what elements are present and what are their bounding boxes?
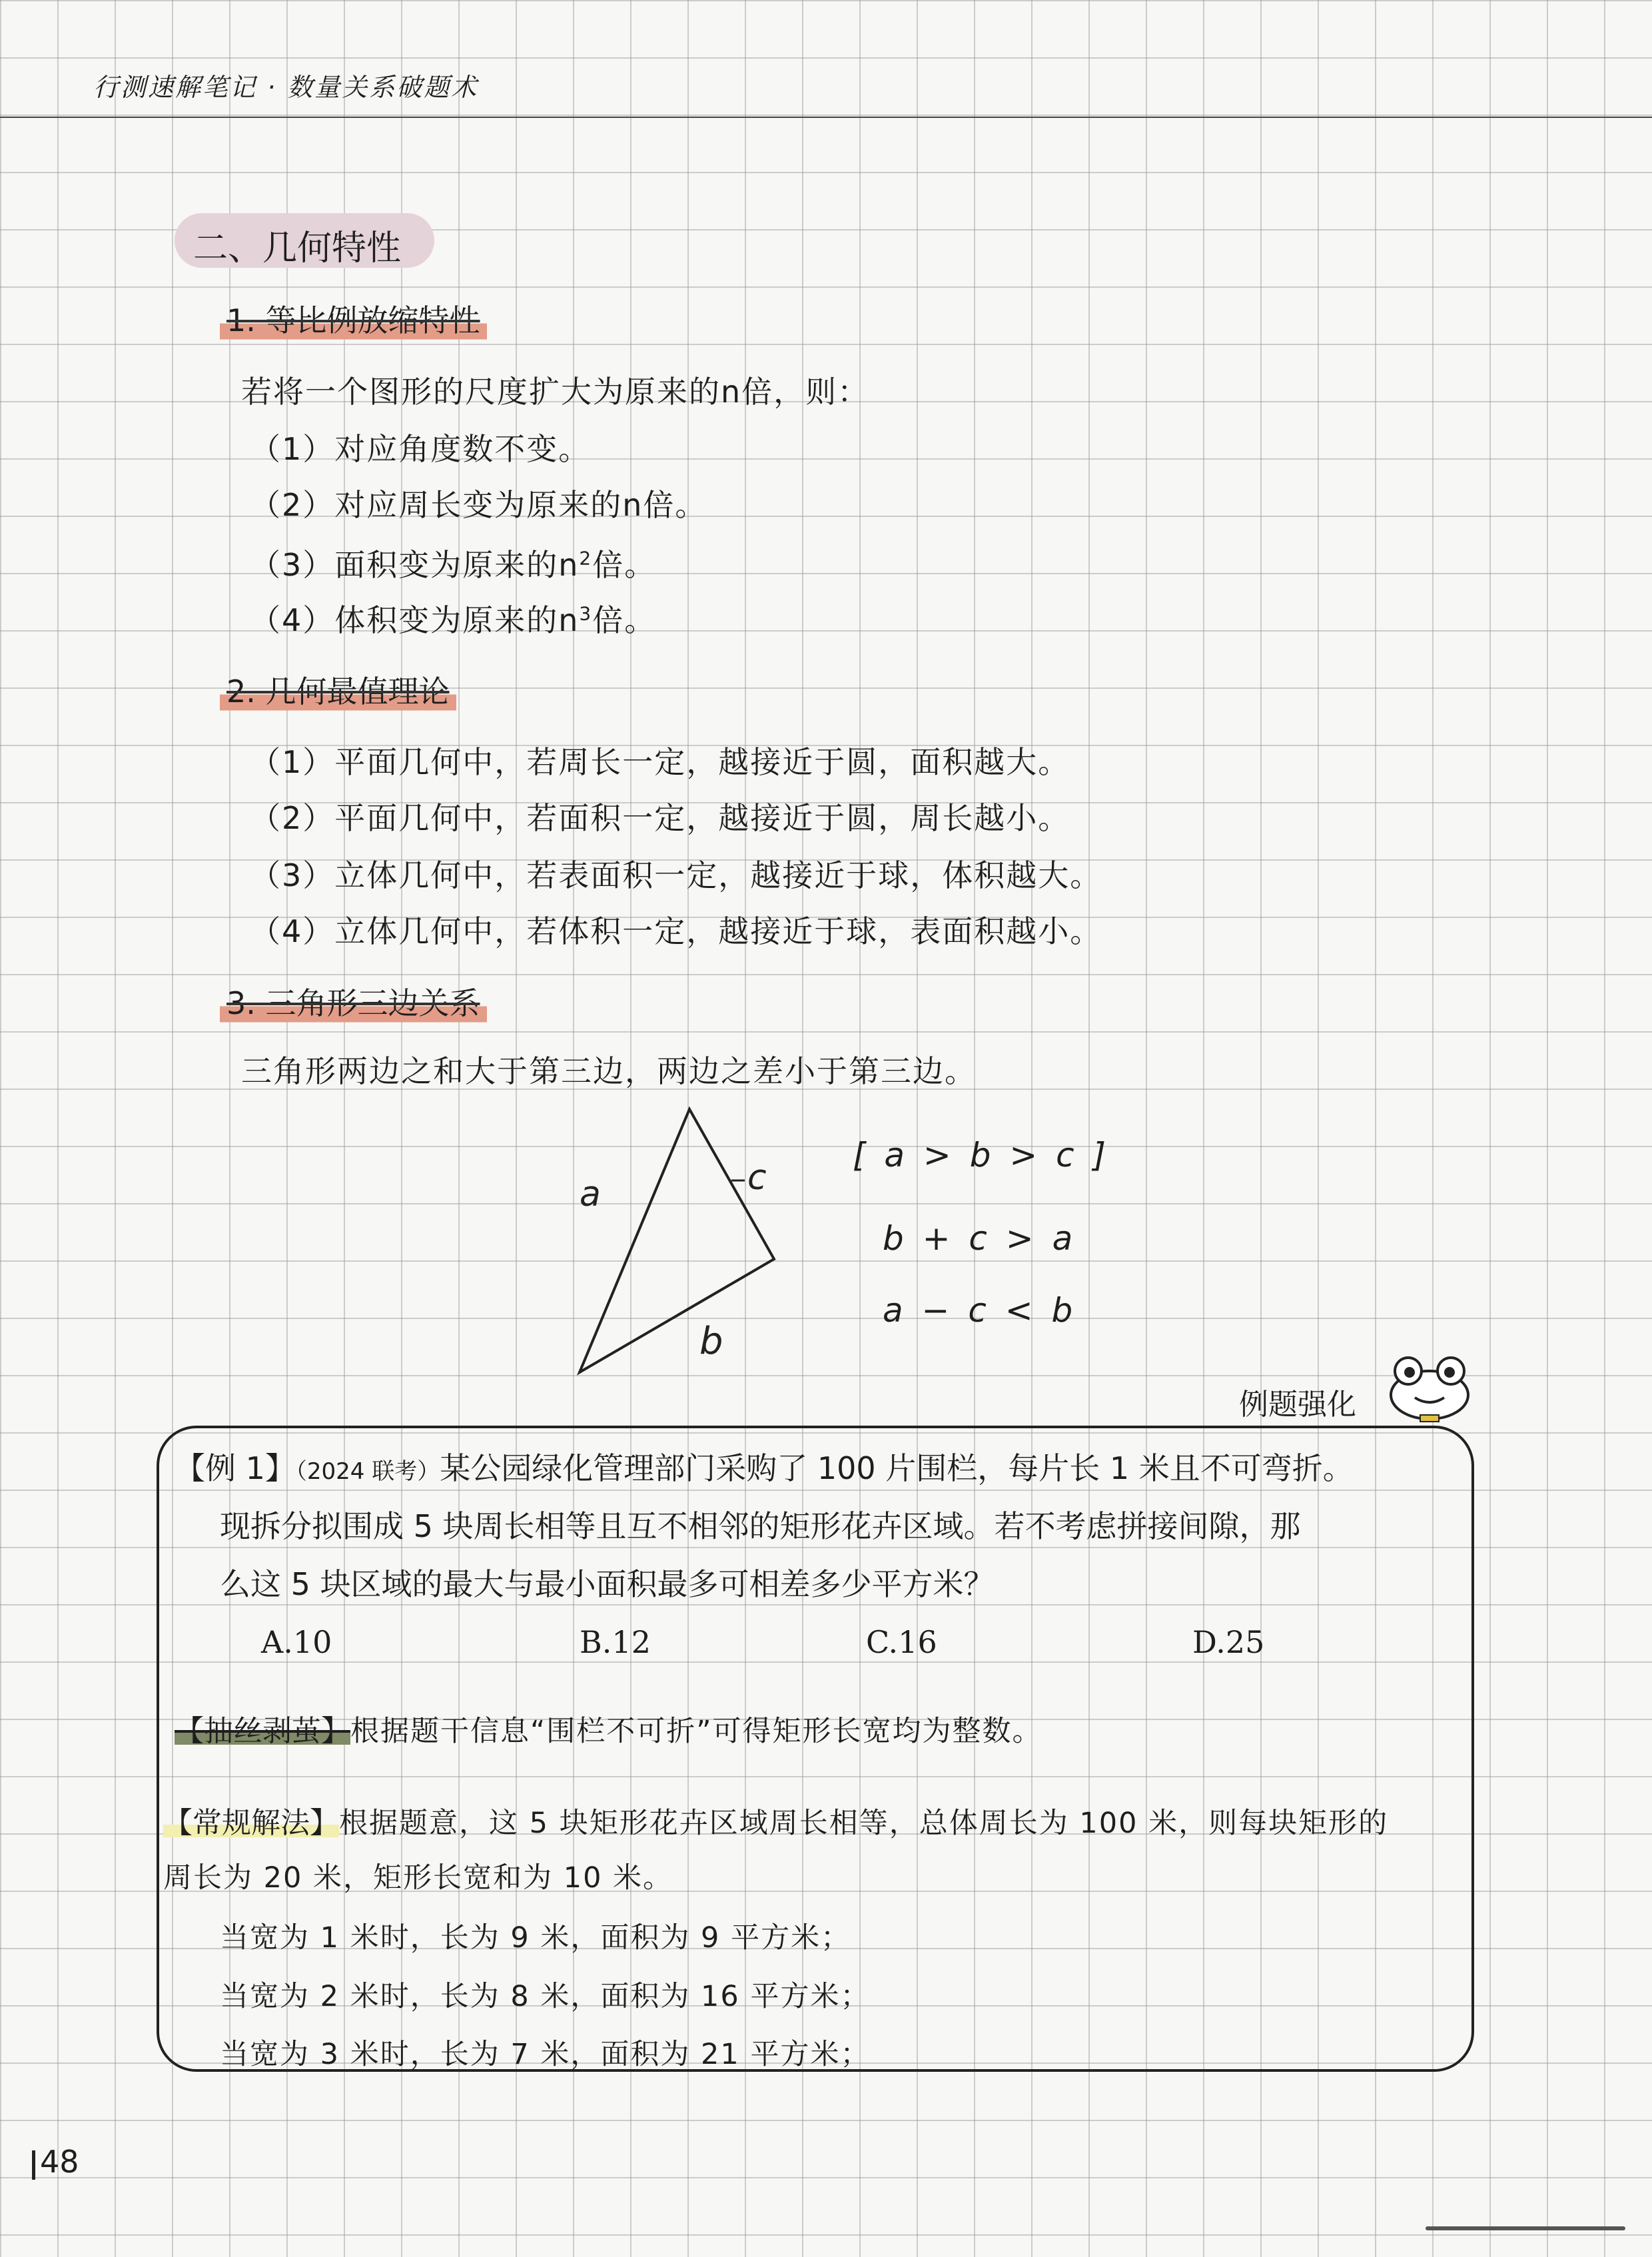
example-section-tag: 例题强化 xyxy=(1239,1388,1356,1422)
subheading-proportional-scaling: 1. 等比例放缩特性 xyxy=(220,296,487,343)
scaling-rule-3-text: （3）面积变为原来的n xyxy=(250,547,580,583)
hint-line xyxy=(175,1707,1042,1749)
example-question-line-2: 现拆分拟围成 5 块周长相等且互不相邻的矩形花卉区域。若不考虑拼接间隙，那 xyxy=(220,1508,1301,1544)
scaling-intro: 若将一个图形的尺度扩大为原来的n倍，则： xyxy=(241,374,870,410)
example-question-line-3: 么这 5 块区域的最大与最小面积最多可相差多少平方米？ xyxy=(220,1566,995,1602)
extremum-rule-2: （2）平面几何中，若面积一定，越接近于圆，周长越小。 xyxy=(250,800,1070,836)
solution-step-3: 当宽为 3 米时，长为 7 米，面积为 21 平方米； xyxy=(220,2038,871,2071)
subheading-geometric-extremum: 2. 几何最值理论 xyxy=(220,668,456,714)
extremum-rule-3: （3）立体几何中，若表面积一定，越接近于球，体积越大。 xyxy=(250,857,1102,893)
exponent: 3 xyxy=(579,602,593,625)
triangle-shape xyxy=(580,1109,774,1372)
frog-icon xyxy=(1383,1351,1476,1424)
method-line-1 xyxy=(163,1799,1388,1841)
extremum-rule-4: （4）立体几何中，若体积一定，越接近于球，表面积越小。 xyxy=(250,913,1102,949)
exponent: 2 xyxy=(579,547,593,570)
header-rule xyxy=(0,117,1652,118)
example-source: （2024 联考） xyxy=(295,1458,440,1485)
scaling-rule-2: （2）对应周长变为原来的n倍。 xyxy=(250,487,707,523)
solution-step-1: 当宽为 1 米时，长为 9 米，面积为 9 平方米； xyxy=(220,1921,851,1955)
section-title: 二、几何特性 xyxy=(193,228,402,268)
running-header: 行测速解笔记 · 数量关系破题术 xyxy=(93,73,479,102)
scaling-rule-4-tail: 倍。 xyxy=(592,602,657,638)
scaling-rule-3 xyxy=(250,541,656,585)
page-number-bar xyxy=(32,2150,35,2180)
scaling-rule-1: （1）对应角度数不变。 xyxy=(250,431,591,467)
side-a-label: a xyxy=(580,1174,601,1214)
example-label: 【例 1】 xyxy=(175,1450,296,1486)
scaling-rule-3-tail: 倍。 xyxy=(592,547,657,583)
triangle-diagram xyxy=(566,1106,846,1386)
side-b-label: b xyxy=(699,1320,723,1363)
solution-step-2: 当宽为 2 米时，长为 8 米，面积为 16 平方米； xyxy=(220,1980,871,2013)
scaling-rule-4-text: （4）体积变为原来的n xyxy=(250,602,580,638)
option-d: D.25 xyxy=(1192,1624,1265,1660)
method-line-2: 周长为 20 米，矩形长宽和为 10 米。 xyxy=(163,1861,673,1895)
method-tag: 【常规解法】 xyxy=(163,1806,339,1840)
example-question-text-1: 某公园绿化管理部门采购了 100 片围栏，每片长 1 米且不可弯折。 xyxy=(440,1450,1354,1486)
option-a: A.10 xyxy=(261,1624,332,1660)
option-c: C.16 xyxy=(866,1624,937,1660)
triangle-rule: 三角形两边之和大于第三边，两边之差小于第三边。 xyxy=(241,1053,977,1089)
method-text-1: 根据题意，这 5 块矩形花卉区域周长相等，总体周长为 100 米，则每块矩形的 xyxy=(339,1807,1389,1840)
difference-inequality: a − c < b xyxy=(883,1291,1077,1330)
side-order-inequality: [ a > b > c ] xyxy=(853,1136,1110,1174)
scan-edge-mark xyxy=(1426,2226,1625,2230)
page-number: 48 xyxy=(40,2144,79,2180)
sum-inequality: b + c > a xyxy=(883,1219,1077,1258)
scaling-rule-4 xyxy=(250,596,656,640)
hint-tag: 【抽丝剥茧】 xyxy=(175,1714,350,1748)
subheading-triangle-sides: 3. 三角形三边关系 xyxy=(220,979,487,1026)
extremum-rule-1: （1）平面几何中，若周长一定，越接近于圆，面积越大。 xyxy=(250,744,1070,780)
hint-text: 根据题干信息“围栏不可折”可得矩形长宽均为整数。 xyxy=(350,1715,1042,1748)
option-b: B.12 xyxy=(580,1624,651,1660)
example-question-line-1 xyxy=(175,1444,1354,1488)
side-c-label: c xyxy=(747,1158,767,1198)
